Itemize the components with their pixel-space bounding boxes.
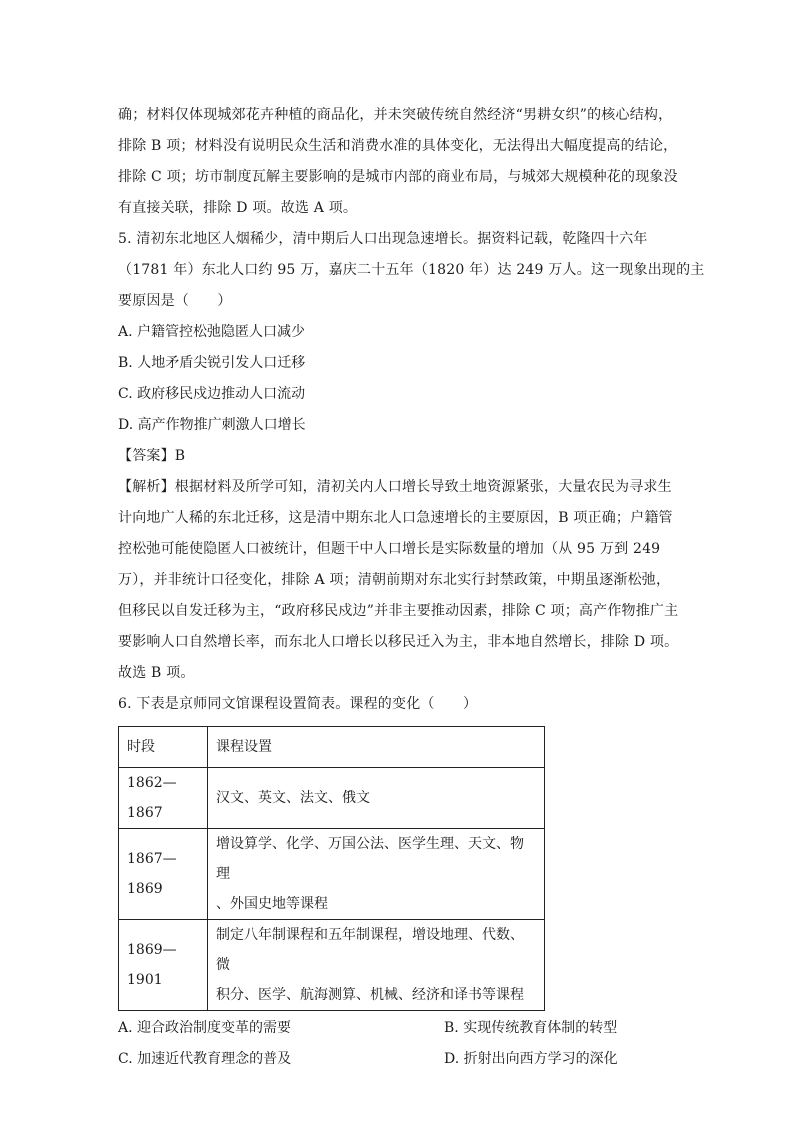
analysis-line: 故选 B 项。 xyxy=(118,665,195,681)
table-cell-courses xyxy=(208,920,545,1011)
table-row xyxy=(119,920,545,1011)
option-d: D. 高产作物推广刺激人口增长 xyxy=(118,417,306,433)
paragraph-line: 确；材料仅体现城郊花卉种植的商品化，并未突破传统自然经济“男耕女织”的核心结构， xyxy=(118,107,673,123)
question-stem: 6. 下表是京师同文馆课程设置简表。课程的变化（ ） xyxy=(118,696,478,712)
paragraph-line: 排除 C 项；坊市制度瓦解主要影响的是城市内部的商业布局，与城郊大规模种花的现象没 xyxy=(118,169,678,185)
option-c: C. 加速近代教育理念的普及 xyxy=(118,1051,292,1067)
table-header-row xyxy=(119,727,545,768)
analysis-line: 万），并非统计口径变化，排除 A 项；清朝前期对东北实行封禁政策，中期虽逐渐松弛， xyxy=(118,572,671,588)
option-b: B. 实现传统教育体制的转型 xyxy=(444,1020,618,1036)
question-stem-line: 5. 清初东北地区人烟稀少，清中期后人口出现急速增长。据资料记载，乾隆四十六年 xyxy=(118,231,648,247)
analysis-line: 要影响人口自然增长率，而东北人口增长以移民迁入为主，非本地自然增长，排除 D 项。 xyxy=(118,634,679,650)
table-cell-period: 1862—1867 xyxy=(119,768,208,829)
question-6 xyxy=(118,689,678,1075)
cell-line: 汉文、英文、法文、俄文 xyxy=(216,790,370,806)
paragraph-line: 有直接关联，排除 D 项。故选 A 项。 xyxy=(118,200,358,216)
table-row xyxy=(119,768,545,829)
analysis-line: 【解析】根据材料及所学可知，清初关内人口增长导致土地资源紧张，大量农民为寻求生 xyxy=(118,479,672,495)
document-page xyxy=(118,100,705,1075)
answer-line: 【答案】B xyxy=(118,448,186,464)
table-header-period: 时段 xyxy=(119,727,208,768)
q4-analysis-tail xyxy=(118,100,678,224)
option-a: A. 迎合政治制度变革的需要 xyxy=(118,1020,292,1036)
option-a: A. 户籍管控松弛隐匿人口减少 xyxy=(118,324,306,340)
question-5 xyxy=(118,224,705,689)
table-cell-period: 1867—1869 xyxy=(119,829,208,920)
analysis-line: 但移民以自发迁移为主，“政府移民戍边”并非主要推动因素，排除 C 项；高产作物推广主 xyxy=(118,603,679,619)
option-b: B. 人地矛盾尖锐引发人口迁移 xyxy=(118,355,306,371)
table-cell-courses xyxy=(208,829,545,920)
option-c: C. 政府移民戍边推动人口流动 xyxy=(118,386,306,402)
options-row xyxy=(118,1044,678,1075)
table-cell-period: 1869—1901 xyxy=(119,920,208,1011)
table-row xyxy=(119,829,545,920)
table-cell-courses xyxy=(208,768,545,829)
course-table xyxy=(118,726,545,1011)
analysis-block xyxy=(118,472,678,689)
options-row xyxy=(118,1013,678,1044)
question-stem-line: 要原因是（ ） xyxy=(118,293,232,309)
question-stem-line: （1781 年）东北人口约 95 万，嘉庆二十五年（1820 年）达 249 万人。这一现象出现的主 xyxy=(118,262,705,278)
cell-line: 积分、医学、航海测算、机械、经济和译书等课程 xyxy=(216,987,524,1003)
paragraph-line: 排除 B 项；材料没有说明民众生活和消费水准的具体变化，无法得出大幅度提高的结论， xyxy=(118,138,678,154)
cell-line: 增设算学、化学、万国公法、医学生理、天文、物理 xyxy=(216,836,524,882)
option-d: D. 折射出向西方学习的深化 xyxy=(444,1051,618,1067)
cell-line: 、外国史地等课程 xyxy=(216,896,328,912)
analysis-line: 计向地广人稀的东北迁移，这是清中期东北人口急速增长的主要原因，B 项正确；户籍管 xyxy=(118,510,673,526)
analysis-line: 控松弛可能使隐匿人口被统计，但题干中人口增长是实际数量的增加（从 95 万到 249 xyxy=(118,541,661,557)
cell-line: 制定八年制课程和五年制课程，增设地理、代数、微 xyxy=(216,927,524,973)
table-header-courses: 课程设置 xyxy=(208,727,545,768)
